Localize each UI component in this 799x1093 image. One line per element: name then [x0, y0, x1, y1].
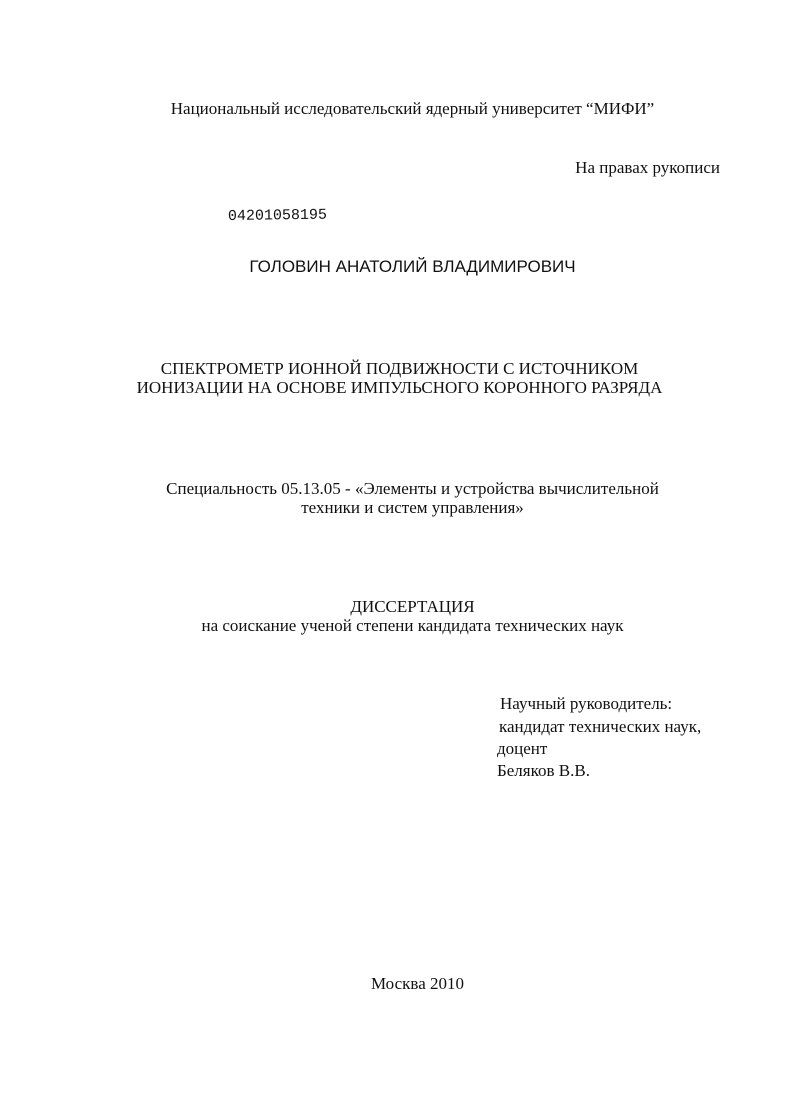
- thesis-title-line-1: СПЕКТРОМЕТР ИОННОЙ ПОДВИЖНОСТИ С ИСТОЧНИКОМ: [160, 359, 639, 378]
- catalog-stamp-number: 04201058195: [227, 206, 328, 225]
- city-year: Москва 2010: [370, 974, 465, 993]
- manuscript-rights-note: На правах рукописи: [575, 158, 720, 177]
- degree-statement: на соискание ученой степени кандидата технических наук: [201, 616, 624, 635]
- specialty-line-1: Специальность 05.13.05 - «Элементы и устройства вычислительной: [166, 479, 659, 498]
- thesis-title-line-2: ИОНИЗАЦИИ НА ОСНОВЕ ИМПУЛЬСНОГО КОРОННОГО РАЗРЯДА: [136, 378, 663, 397]
- specialty-line-2: техники и систем управления»: [301, 498, 524, 517]
- document-type: ДИССЕРТАЦИЯ: [350, 597, 475, 616]
- supervisor-label: Научный руководитель:: [500, 694, 673, 713]
- university-name: Национальный исследовательский ядерный университет “МИФИ”: [170, 99, 655, 118]
- author-name: ГОЛОВИН АНАТОЛИЙ ВЛАДИМИРОВИЧ: [249, 257, 576, 276]
- supervisor-degree: кандидат технических наук,: [499, 717, 702, 736]
- supervisor-rank: доцент: [497, 739, 548, 758]
- supervisor-name: Беляков В.В.: [497, 761, 590, 780]
